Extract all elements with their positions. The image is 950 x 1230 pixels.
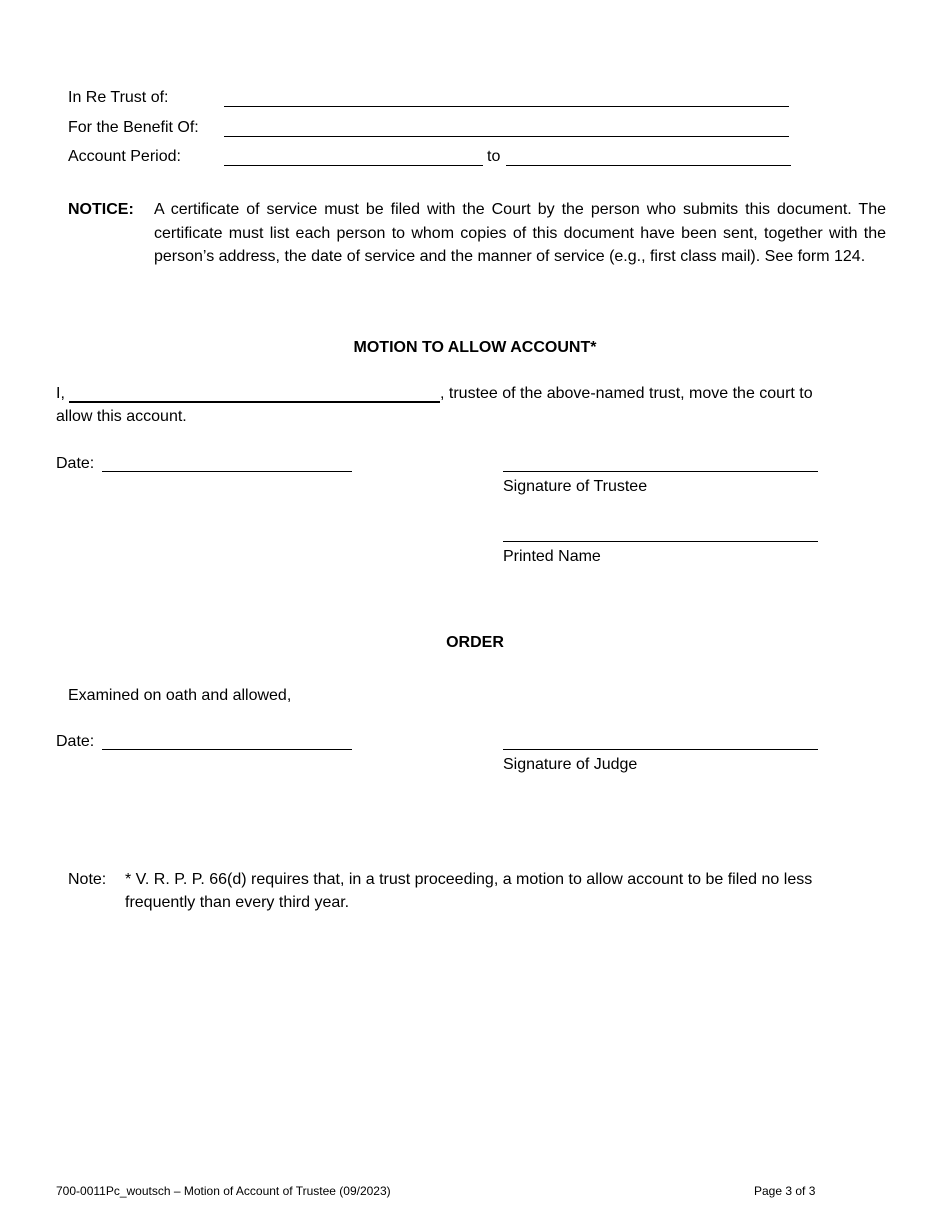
trustee-signature-line[interactable]: [503, 471, 818, 472]
trust-of-label: In Re Trust of:: [68, 89, 169, 106]
notice-label: NOTICE:: [68, 201, 134, 218]
notice-text: A certificate of service must be filed with the Court by the person who submits this document. The certificate must list each person to whom copies of this document have been sent, together with the person’s address, the date of service and the manner of service (e.g., first class mail). See form 124.: [154, 201, 886, 265]
printed-name-line[interactable]: [503, 541, 818, 542]
note-line2: frequently than every third year.: [125, 894, 350, 911]
footer-page-number: Page 3 of 3: [754, 1184, 816, 1198]
motion-line2: allow this account.: [56, 408, 187, 425]
account-period-label: Account Period:: [68, 148, 181, 165]
trustee-name-field[interactable]: [69, 401, 440, 403]
motion-date-field[interactable]: [102, 471, 352, 472]
judge-signature-line[interactable]: [503, 749, 818, 750]
judge-signature-label: Signature of Judge: [503, 756, 638, 773]
trust-of-field[interactable]: [224, 106, 789, 107]
benefit-of-label: For the Benefit Of:: [68, 119, 199, 136]
account-period-start-field[interactable]: [224, 165, 483, 166]
order-title: ORDER: [446, 634, 504, 651]
motion-suffix: , trustee of the above-named trust, move the court to: [440, 385, 813, 402]
motion-title: MOTION TO ALLOW ACCOUNT*: [353, 339, 597, 356]
trustee-signature-label: Signature of Trustee: [503, 478, 648, 495]
note-line1: * V. R. P. P. 66(d) requires that, in a trust proceeding, a motion to allow account to be filed no less: [125, 871, 813, 888]
footer-form-id: 700-0011Pc_woutsch – Motion of Account of Trustee (09/2023): [56, 1184, 391, 1198]
motion-prefix: I,: [56, 385, 65, 402]
benefit-of-field[interactable]: [224, 136, 789, 137]
printed-name-label: Printed Name: [503, 548, 601, 565]
order-date-field[interactable]: [102, 749, 352, 750]
note-label: Note:: [68, 871, 107, 888]
account-period-to-label: to: [487, 148, 501, 165]
order-date-label: Date:: [56, 733, 95, 750]
order-examined-text: Examined on oath and allowed,: [68, 687, 292, 704]
account-period-end-field[interactable]: [506, 165, 791, 166]
motion-date-label: Date:: [56, 455, 95, 472]
